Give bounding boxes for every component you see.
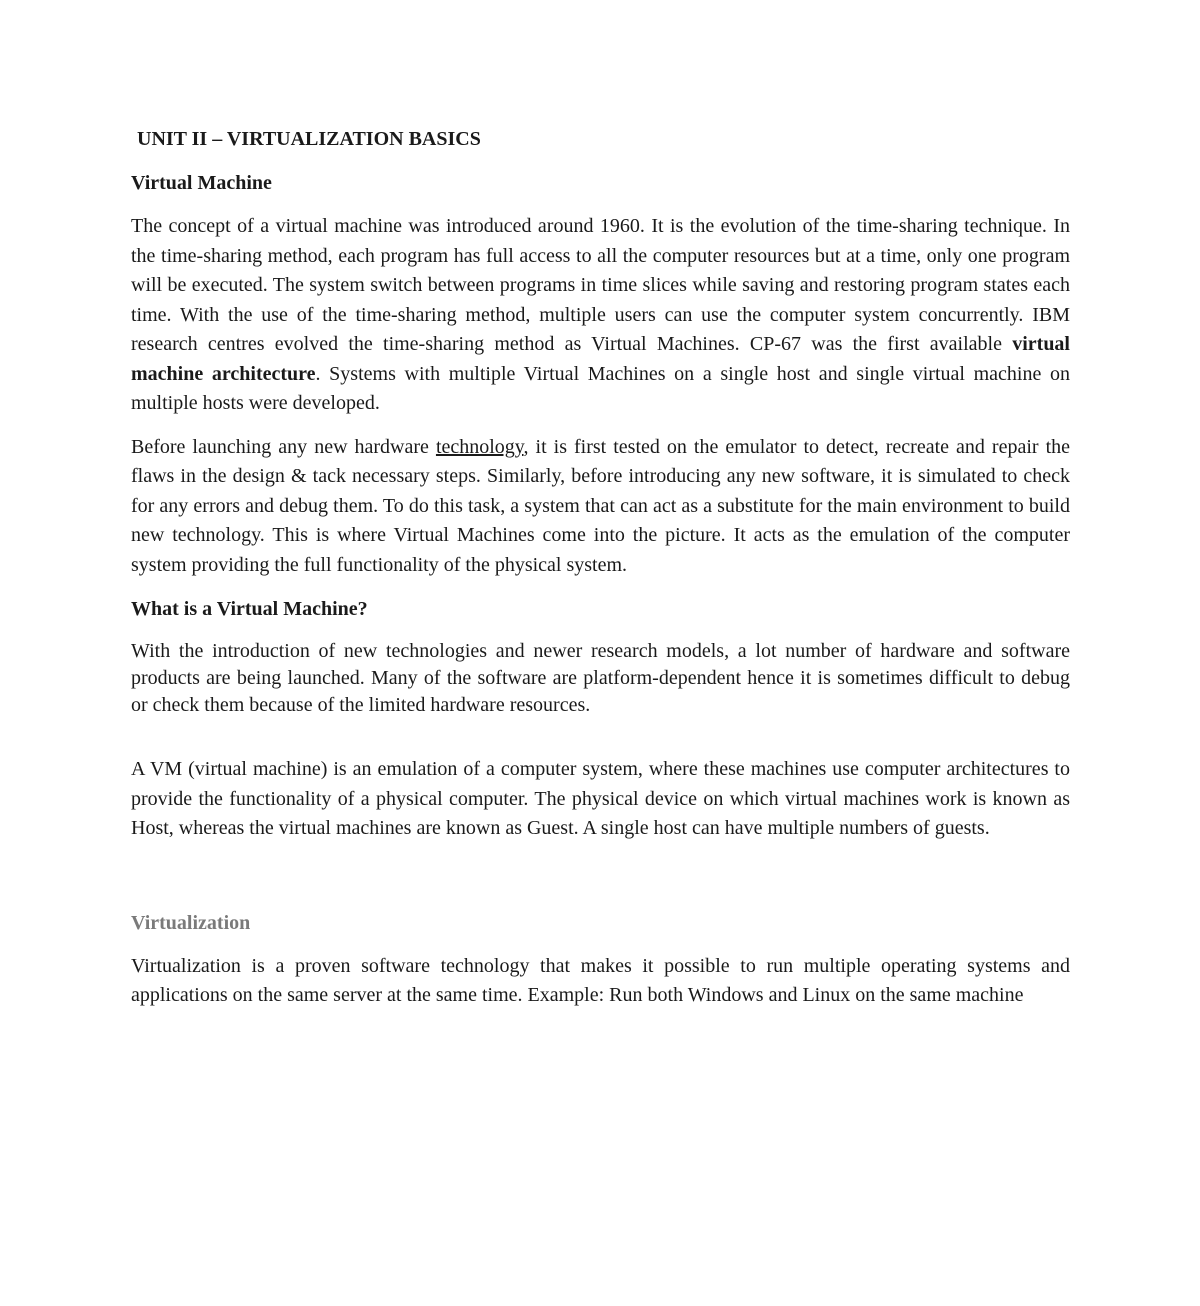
bold-term-vm-architecture: virtual machine architecture — [131, 333, 1070, 385]
unit-title: UNIT II – VIRTUALIZATION BASICS — [137, 128, 481, 150]
paragraph-vm-history-text-end: . Systems with multiple Virtual Machines on a single host and single virtual machine on multiple hosts were developed. — [131, 362, 1070, 414]
paragraph-new-technologies: With the introduction of new technologies and newer research models, a lot number of hardware and software products are being launched. Many of the software are platform-dependent hence it is sometimes difficult to debug or check them because of the limited hardware resources. — [131, 640, 1070, 716]
paragraph-vm-history — [131, 212, 1070, 419]
section-heading-virtualization: Virtualization — [131, 911, 251, 934]
paragraph-emulator-text-end: , it is first tested on the emulator to detect, recreate and repair the flaws in the design & tack necessary steps. Similarly, before introducing any new software, it is simulated to check for any errors and debug them. To do this task, a system that can act as a substitute for the main environment to build new technology. This is where Virtual Machines come into the picture. It acts as the emulation of the computer system providing the full functionality of the physical system. — [131, 435, 1071, 576]
paragraph-vm-history-text: The concept of a virtual machine was introduced around 1960. It is the evolution of the time-sharing technique. In the time-sharing method, each program has full access to all the computer resources but at a time, only one program will be executed. The system switch between programs in time slices while saving and restoring program states each time. With the use of the time-sharing method, multiple users can use the computer system concurrently. IBM research centres evolved the time-sharing method as Virtual Machines. CP-67 was the first available — [131, 215, 1070, 355]
paragraph-emulator-text: Before launching any new hardware — [131, 435, 436, 458]
section-heading-virtual-machine: Virtual Machine — [131, 172, 272, 194]
paragraph-vm-definition: A VM (virtual machine) is an emulation of a computer system, where these machines use computer architectures to provide the functionality of a physical computer. The physical device on which virtual machines work is known as Host, whereas the virtual machines are known as Guest. A single host can have multiple numbers of guests. — [131, 758, 1070, 839]
section-heading-what-is-vm: What is a Virtual Machine? — [131, 598, 368, 620]
spacer — [131, 858, 1070, 908]
spacer — [131, 733, 1070, 755]
paragraph-virtualization: Virtualization is a proven software technology that makes it possible to run multiple operating systems and applications on the same server at the same time. Example: Run both Windows and Linux on the same machine — [131, 954, 1070, 1006]
document-body — [131, 124, 1070, 1025]
paragraph-emulator — [131, 433, 1070, 581]
technology-link[interactable]: technology — [435, 435, 524, 458]
